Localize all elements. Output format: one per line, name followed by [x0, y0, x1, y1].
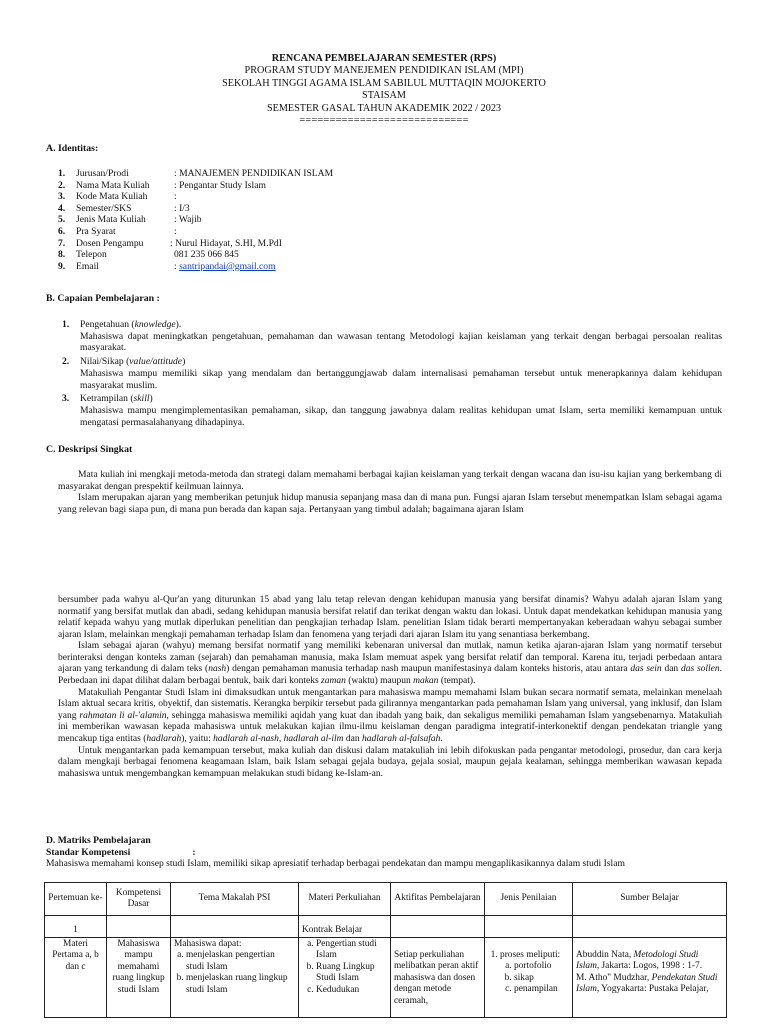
paragraph-text: Islam sebagai ajaran (wahyu) memang bersifat normatif yang memiliki kebenaran universal dan mutlak, namun ketika ajaran-ajaran Islam yang normatif tersebut berinteraksi dengan konteks zaman (sejarah) dan pemahaman manusia, maka Islam memuat aspek yang bersifat relatif dan temporal. Karena itu, terjadi perbedaan antara ajaran yang terkandung di dalam teks (: [58, 641, 722, 675]
list-item: b. Ruang Lingkup Studi Islam: [316, 962, 387, 985]
cell-empty: [391, 916, 485, 938]
term-nash: nash: [208, 664, 227, 675]
column-header-sumber: Sumber Belajar: [573, 883, 727, 916]
identity-label: Dosen Pengampu: [76, 237, 144, 249]
list-item: c. penampilan: [514, 984, 569, 995]
source-author: Abuddin Nata,: [576, 950, 634, 960]
outcome-body: [80, 319, 722, 356]
outcome-body: [80, 356, 722, 393]
description-paragraph: Untuk mengantarkan pada kemampuan tersebut, maka kuliah dan diskusi dalam matakuliah ini lebih difokuskan pada pengantar metodologi, prosedur, dan cara kerja dalam mengkaji berbagai fenomena keagamaan Islam, baik Islam sebagai gejala budaya, gejala sosial, maupun gejala kealaman, sehingga memberikan wawasan kepada mahasiswa untuk mengembangkan kemampuan melakukan studi bidang ke-Islam-an.: [58, 745, 722, 779]
paragraph-text: . Perbedaan ini dapat dilihat dalam berbagai bentuk, baik dari konteks: [58, 664, 723, 687]
outcome-num: 2.: [62, 356, 70, 368]
term-hadlarah: hadlarah: [146, 733, 182, 744]
column-header-pertemuan: Pertemuan ke-: [45, 883, 107, 916]
list-item: b. sikap: [514, 973, 569, 984]
term-zaman: zaman: [321, 676, 346, 687]
paragraph-text: Matakuliah Pengantar Studi Islam ini dimaksudkan untuk mengantarkan para mahasiswa mampu memahami Islam bukan secara normatif semata, melainkan menelaah Islam aktual secara kritis, obyektif, dan sistematis. Kerangka berpikir tersebut pada gilirannya mengantarkan pada pemahaman Islam yang universal, yang inklusif, dan Islam yang: [58, 687, 722, 721]
tema-intro: Mahasiswa dapat:: [174, 939, 242, 949]
list-item: a. Pengertian studi Islam: [316, 939, 387, 962]
identity-value: : MANAJEMEN PENDIDIKAN ISLAM: [174, 168, 334, 179]
section-c-heading: C. Deskripsi Singkat: [46, 444, 133, 455]
cell-materi: Kontrak Belajar: [299, 916, 391, 938]
table-header-row: [45, 883, 727, 916]
document-title: RENCANA PEMBELAJARAN SEMESTER (RPS): [271, 53, 497, 64]
cell-pertemuan: Materi Pertama a, b dan c: [45, 938, 107, 1018]
cell-empty: [573, 916, 727, 938]
paragraph-text: ) dengan pemahaman manusia terhadap nash maupun manifestasinya dalam konteks historis, atau antara: [226, 664, 631, 675]
paragraph-text: dan: [661, 664, 681, 675]
description-paragraph: Islam merupakan ajaran yang memberikan petunjuk hidup manusia sepanjang masa dan di mana pun. Fungsi ajaran Islam tersebut menempatkan Islam sebagai agama yang relevan bagi siapa pun, di mana pun berada dan kapan saja. Pertanyaan yang timbul adalah; bagaimana ajaran Islam: [58, 492, 722, 516]
term-das-sein: das sein: [630, 664, 662, 675]
source-publisher: , Jakarta: Logos, 1998 : 1-7.: [596, 961, 703, 972]
identity-label: Jurusan/Prodi: [76, 168, 129, 179]
standard-colon: :: [192, 846, 196, 858]
outcome-item: [62, 319, 722, 356]
outcome-title-end: ): [182, 356, 186, 368]
outcome-num: 1.: [62, 319, 70, 330]
source-author: M. Atho" Mudzhar,: [576, 972, 652, 983]
identity-row: [58, 261, 458, 273]
list-item: a. portofolio: [514, 961, 569, 972]
identity-value: : Pengantar Study Islam: [174, 179, 266, 191]
paragraph-text: dan: [343, 733, 362, 744]
outcome-description: Mahasiswa dapat meningkatkan pengetahuan, pemahaman dan wawasan tentang Metodologi kajian keislaman yang terkait dengan berbagai persoalan realitas masyarakat.: [80, 330, 722, 354]
identity-label: Nama Mata Kuliah: [76, 179, 150, 191]
term-rahmatan: rahmatan li al-'alamin: [79, 710, 167, 721]
email-colon: :: [174, 260, 180, 272]
term-hadlarah-ilm: hadlarah al-ilm: [283, 733, 344, 744]
penilaian-text: proses meliputi:: [500, 950, 561, 960]
paragraph-text: ), yaitu:: [181, 733, 214, 744]
section-b-heading: B. Capaian Pembelajaran :: [46, 293, 160, 304]
outcome-title-term: value/attitude: [129, 356, 183, 368]
cell-aktifitas: Setiap perkuliahan melibatkan peran aktif mahasiswa dan dosen dengan metode ceramah,: [391, 938, 485, 1018]
phone-value: 081 235 066 845: [174, 249, 239, 261]
outcome-title-end: ): [149, 393, 153, 405]
identity-value: : Wajib: [174, 214, 202, 226]
description-paragraph: [58, 688, 722, 746]
header-rule: ============================: [299, 114, 469, 126]
outcome-title-text: Pengetahuan (: [80, 319, 135, 330]
term-hadlarah-nash: hadlarah al-nash: [213, 733, 279, 744]
source-entry: [576, 973, 723, 996]
cell-materi: [299, 938, 391, 1018]
outcome-title-text: Nilai/Sikap (: [80, 356, 130, 368]
identity-label: Kode Mata Kuliah: [76, 191, 148, 203]
identity-num: 8.: [58, 249, 66, 261]
list-item: a. menjelaskan pengertian studi Islam: [186, 950, 295, 973]
outcome-item: [62, 356, 722, 393]
source-entry: [576, 950, 723, 973]
outcome-title-end: ).: [175, 319, 182, 330]
cell-empty: [485, 916, 573, 938]
identity-num: 4.: [58, 202, 66, 214]
identity-value: : Nurul Hidayat, S.HI, M.PdI: [170, 237, 282, 249]
program-study-line: PROGRAM STUDY MANEJEMEN PENDIDIKAN ISLAM (MPI): [244, 65, 524, 77]
learning-matrix-table: [44, 882, 727, 1018]
cell-penilaian: [485, 938, 573, 1018]
identity-row: [58, 214, 458, 226]
identity-label: Telepon: [76, 249, 107, 261]
outcome-body: [80, 393, 722, 430]
identity-value: [174, 261, 458, 273]
outcome-title-term: skill: [133, 393, 150, 405]
outcome-description: Mahasiswa mampu mengimplementasikan pemahaman, sikap, dan tanggung jawabnya dalam realitas kehidupan umat Islam, serta memiliki kemampuan untuk mengatasi permasalahanyang dihadapinya.: [80, 404, 722, 428]
paragraph-text: (tempat).: [438, 676, 476, 687]
term-das-sollen: das sollen: [680, 664, 720, 675]
identity-label: Jenis Mata Kuliah: [76, 214, 146, 226]
email-link[interactable]: santripandai@gmail.com: [179, 260, 276, 272]
standard-competency-row: [46, 847, 746, 859]
outcome-title: [80, 393, 722, 405]
identity-row: [58, 226, 458, 238]
identity-row: [58, 191, 458, 203]
outcome-title-term: knowledge: [134, 319, 176, 330]
source-publisher: Yogyakarta: Pustaka Pelajar,: [599, 984, 709, 995]
column-header-materi: Materi Perkuliahan: [299, 883, 391, 916]
cell-pertemuan: 1: [45, 916, 107, 938]
document-header: [0, 53, 768, 127]
cell-kompetensi: Mahasiswa mampu memahami ruang lingkup studi Islam: [107, 938, 171, 1018]
standard-label: Standar Kompetensi: [46, 846, 131, 858]
identity-list: [58, 168, 458, 272]
cell-sumber: [573, 938, 727, 1018]
identity-row: [58, 238, 458, 250]
identity-row: [58, 180, 458, 192]
outcome-description: Mahasiswa mampu memiliki sikap yang mendalam dan bertanggungjawab dalam internalisasi pemahaman tersebut untuk menerapkannya dalam kehidupan masyarakat muslim.: [80, 367, 722, 391]
matrix-section: [46, 835, 746, 870]
identity-label: Semester/SKS: [76, 202, 132, 214]
column-header-tema: Tema Makalah PSI: [171, 883, 299, 916]
institution-line: SEKOLAH TINGGI AGAMA ISLAM SABILUL MUTTAQIN MOJOKERTO: [222, 77, 546, 89]
identity-num: 7.: [58, 237, 66, 249]
description-block-1: [58, 469, 722, 516]
identity-row: [58, 168, 458, 180]
cell-empty: [171, 916, 299, 938]
source-title: Metodologi Studi Islam: [576, 950, 699, 972]
materi-list: [302, 939, 387, 996]
column-header-penilaian: Jenis Penilaian: [485, 883, 573, 916]
list-item: c. Kedudukan: [316, 985, 387, 996]
outcome-title: [80, 319, 722, 331]
semester-line: SEMESTER GASAL TAHUN AKADEMIK 2022 / 2023: [266, 102, 502, 114]
identity-num: 6.: [58, 225, 66, 237]
description-paragraph: [58, 641, 722, 687]
list-item: [500, 950, 569, 996]
outcome-title: [80, 356, 722, 368]
identity-label: Email: [76, 260, 99, 272]
section-d-heading: D. Matriks Pembelajaran: [46, 835, 151, 846]
identity-num: 1.: [58, 168, 66, 179]
description-block-2: [58, 595, 722, 780]
identity-label: Pra Syarat: [76, 225, 116, 237]
identity-value: :: [174, 225, 177, 237]
source-title: Pendekatan Studi Islam,: [576, 972, 718, 995]
table-row: [45, 916, 727, 938]
paragraph-text: , sehingga mahasiswa memiliki aqidah yang kuat dan ibadah yang baik, dan sekaligus memiliki pemahaman Islam yangsebenarnya. Matakuliah ini memberikan wawasan kepada mahasiswa untuk melakukan kajian ilmu-ilmu keislaman dengan paradigma integratif-interkonektif dengan pendekatan triangle yang mencakup tiga entitas (: [58, 710, 722, 744]
identity-num: 3.: [58, 191, 66, 203]
list-item: b. menjelaskan ruang lingkup studi Islam: [186, 973, 295, 996]
learning-outcomes-list: [62, 319, 722, 430]
penilaian-list: [488, 950, 569, 996]
table-row: [45, 938, 727, 1018]
outcome-item: [62, 393, 722, 430]
identity-row: [58, 203, 458, 215]
identity-num: 5.: [58, 214, 66, 226]
cell-tema: [171, 938, 299, 1018]
identity-num: 9.: [58, 260, 66, 272]
identity-value: :: [174, 191, 177, 203]
cell-empty: [107, 916, 171, 938]
description-paragraph: Mata kuliah ini mengkaji metoda-metoda dan strategi dalam memahami berbagai kajian keislaman yang terkait dengan wacana dan isu-isu kajian yang berkembang di masyarakat dengan prespektif keilmuan lainnya.: [58, 469, 722, 492]
identity-value: : I/3: [174, 202, 190, 214]
paragraph-text: (waktu) maupun: [345, 676, 414, 687]
outcome-num: 3.: [62, 393, 70, 405]
term-hadlarah-falsafah: hadlarah al-falsafah: [362, 733, 441, 744]
term-makan: makan: [413, 676, 439, 687]
section-a-heading: A. Identitas:: [46, 143, 99, 154]
column-header-kompetensi: Kompetensi Dasar: [107, 883, 171, 916]
identity-num: 2.: [58, 179, 66, 191]
description-paragraph: bersumber pada wahyu al-Qur'an yang diturunkan 15 abad yang lalu tetap relevan dengan kehidupan manusia yang bersifat dinamis? Wahyu adalah ajaran Islam yang normatif yang bersifat mutlak dan abadi, sedang kehidupan manusia bersifat relatif dan terikat dengan waktu dan lokasi. Untuk dapat mendekatkan kehidupan manusia yang relatif kepada wahyu yang mutlak diperlukan penelitian dan pengkajian terhadap Islam. penelitian Islam tidak berarti mempertanyakan keberadaan wahyu sebagai sumber ajaran Islam, melainkan mengkaji pemahaman terhadap Islam dan fenomena yang terjadi dari ajaran Islam itu yang senantiasa berkembang.: [58, 595, 722, 640]
outcome-title-text: Ketrampilan (: [80, 393, 134, 405]
tema-list: [174, 950, 295, 996]
institution-abbrev: STAISAM: [362, 90, 406, 102]
column-header-aktifitas: Aktifitas Pembelajaran: [391, 883, 485, 916]
standard-text: Mahasiswa memahami konsep studi Islam, memiliki sikap apresiatif terhadap berbagai pendekatan dan mampu mengaplikasikannya dalam studi Islam: [46, 858, 625, 870]
identity-row: [58, 249, 458, 261]
penilaian-sublist: [500, 961, 569, 995]
paragraph-text: ,: [278, 733, 284, 744]
paragraph-text: .: [440, 733, 443, 744]
